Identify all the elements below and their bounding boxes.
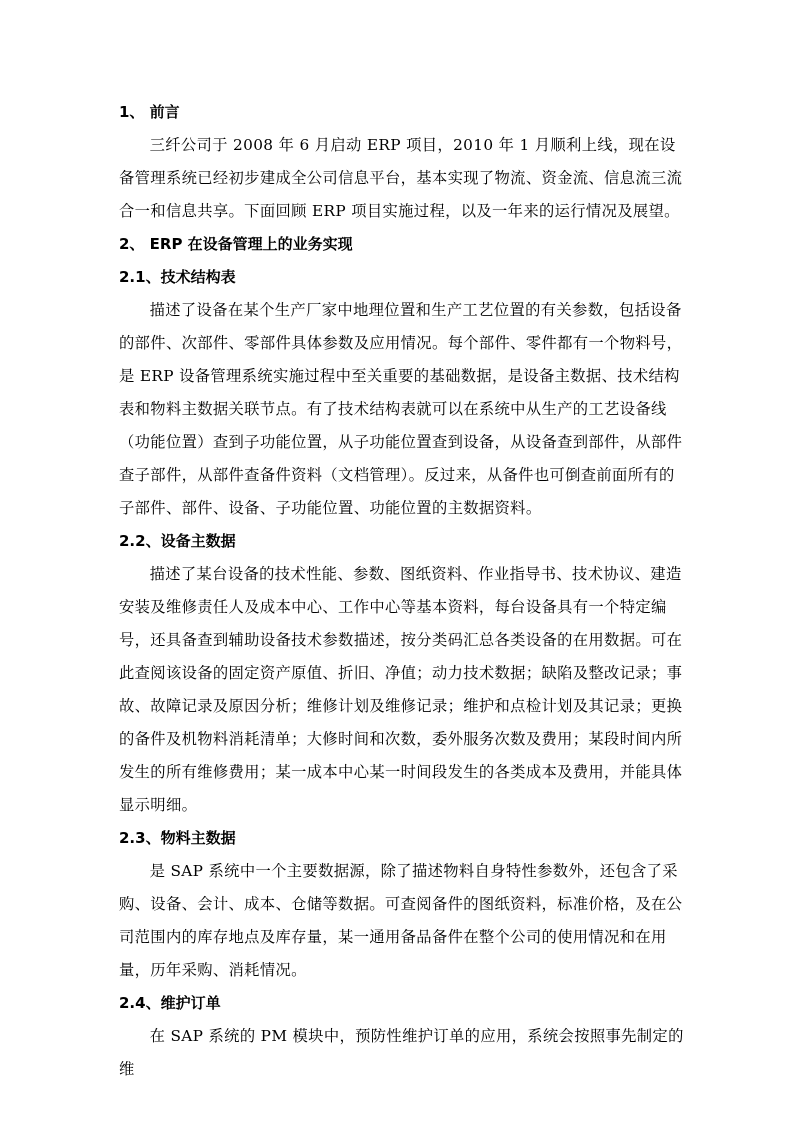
section-heading-technical-structure: 2.1、技术结构表 (119, 268, 236, 286)
section-heading-equipment-master: 2.2、设备主数据 (119, 532, 236, 550)
document-body (119, 96, 685, 1086)
section-heading-maintenance-order: 2.4、维护订单 (119, 994, 221, 1012)
section-heading-material-master: 2.3、物料主数据 (119, 829, 236, 847)
section-paragraph-material-master: 是 SAP 系统中一个主要数据源，除了描述物料自身特性参数外，还包含了采购、设备、会计、成本、仓储等数据。可查阅备件的图纸资料，标准价格，及在公司范围内的库存地点及库存量，某一通用备品备件在整个公司的使用情况和在用量，历年采购、消耗情况。 (119, 862, 683, 979)
section-heading-preface: 1、 前言 (119, 103, 180, 121)
section-paragraph-equipment-master: 描述了某台设备的技术性能、参数、图纸资料、作业指导书、技术协议、建造安装及维修责任人及成本中心、工作中心等基本资料，每台设备具有一个特定编号，还具备查到辅助设备技术参数描述，按分类码汇总各类设备的在用数据。可在此查阅该设备的固定资产原值、折旧、净值；动力技术数据；缺陷及整改记录；事故、故障记录及原因分析；维修计划及维修记录；维护和点检计划及其记录；更换的备件及机物料消耗清单；大修时间和次数，委外服务次数及费用；某段时间内所发生的所有维修费用；某一成本中心某一时间段发生的各类成本及费用，并能具体显示明细。 (119, 565, 683, 814)
section-heading-erp-business: 2、 ERP 在设备管理上的业务实现 (119, 235, 353, 253)
section-paragraph-technical-structure: 描述了设备在某个生产厂家中地理位置和生产工艺位置的有关参数，包括设备的部件、次部件、零部件具体参数及应用情况。每个部件、零件都有一个物料号，是 ERP 设备管理系统实施过程中至关重要的基础数据，是设备主数据、技术结构表和物料主数据关联节点。有了技术结构表就可以在系统中从生产的工艺设备线（功能位置）查到子功能位置，从子功能位置查到设备，从设备查到部件，从部件查子部件，从部件查备件资料（文档管理）。反过来，从备件也可倒查前面所有的子部件、部件、设备、子功能位置、功能位置的主数据资料。 (119, 301, 683, 517)
section-paragraph-preface: 三纤公司于 2008 年 6 月启动 ERP 项目，2010 年 1 月顺利上线，现在设备管理系统已经初步建成全公司信息平台，基本实现了物流、资金流、信息流三流合一和信息共享。下面回顾 ERP 项目实施过程，以及一年来的运行情况及展望。 (119, 136, 683, 220)
section-paragraph-maintenance-order: 在 SAP 系统的 PM 模块中，预防性维护订单的应用，系统会按照事先制定的维 (119, 1027, 684, 1078)
